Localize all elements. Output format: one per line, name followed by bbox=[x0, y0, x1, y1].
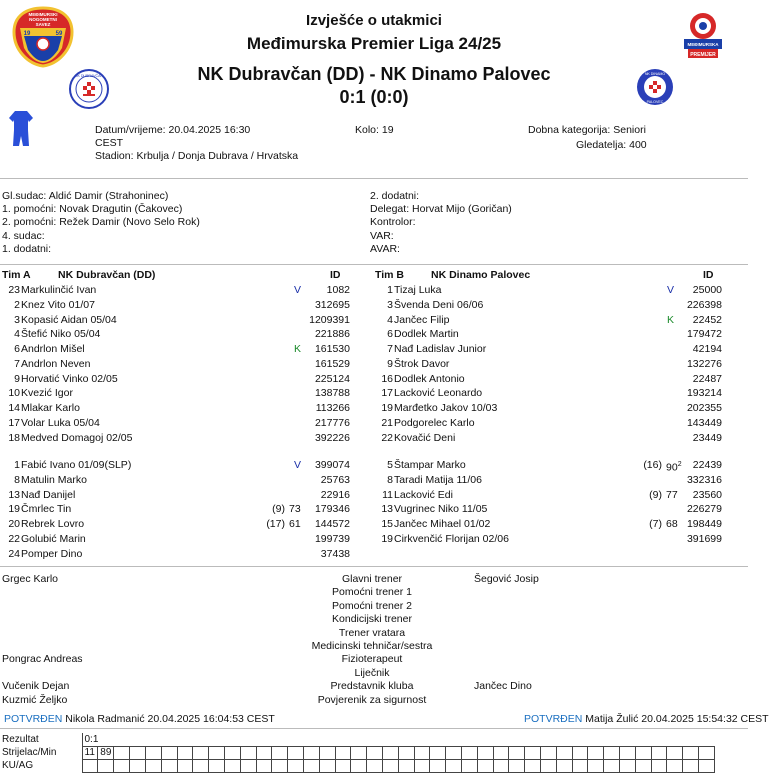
player-number: 3 bbox=[14, 313, 20, 326]
result-cell: 11 bbox=[82, 746, 98, 759]
result-cell bbox=[177, 746, 193, 759]
player-id: 161530 bbox=[314, 343, 350, 355]
team-b-name: NK Dinamo Palovec bbox=[431, 269, 531, 281]
player-number: 15 bbox=[381, 518, 393, 530]
result-cell bbox=[319, 746, 335, 759]
result-cell bbox=[130, 746, 146, 759]
result-cell bbox=[272, 759, 288, 772]
sub-minute: 73 bbox=[289, 503, 301, 516]
team-b-label: Tim B bbox=[375, 269, 404, 281]
player-number: 13 bbox=[8, 488, 20, 501]
age-category: Dobna kategorija: Seniori bbox=[528, 124, 646, 136]
staff-team-a: Pongrac Andreas bbox=[2, 653, 83, 666]
team-a-id-header: ID bbox=[330, 269, 341, 281]
staff-role: Medicinski tehničar/sestra bbox=[311, 640, 433, 652]
player-id: 217776 bbox=[314, 416, 350, 429]
player-id: 332316 bbox=[686, 473, 722, 486]
player-id: 144572 bbox=[314, 518, 350, 530]
goalkeeper-badge: V bbox=[667, 284, 675, 296]
result-cell bbox=[303, 759, 319, 772]
player-number: 7 bbox=[14, 357, 20, 370]
player-id: 226279 bbox=[686, 503, 722, 516]
official-left: 4. sudac: bbox=[2, 229, 45, 242]
result-cell bbox=[335, 759, 351, 772]
official-right: VAR: bbox=[370, 229, 394, 242]
result-cell bbox=[319, 759, 335, 772]
svg-text:59: 59 bbox=[55, 31, 63, 37]
result-cell bbox=[493, 746, 509, 759]
result-cell bbox=[430, 759, 446, 772]
player-id: 143449 bbox=[686, 416, 722, 429]
player-number: 17 bbox=[8, 416, 20, 429]
result-row-label: KU/AG bbox=[2, 760, 34, 771]
player-name: Andrlon Neven bbox=[21, 357, 91, 370]
player-number: 19 bbox=[381, 402, 393, 414]
staff-team-b: Šegović Josip bbox=[474, 573, 539, 585]
svg-text:MEĐIMURSKA: MEĐIMURSKA bbox=[687, 42, 719, 47]
result-cell bbox=[540, 746, 556, 759]
player-name: Čmrlec Tin bbox=[21, 503, 72, 516]
result-cell bbox=[240, 746, 256, 759]
result-cell bbox=[509, 746, 525, 759]
player-id: 202355 bbox=[686, 402, 722, 414]
captain-badge: K bbox=[667, 313, 675, 326]
result-cell bbox=[477, 759, 493, 772]
sub-for: (17) bbox=[266, 518, 285, 530]
spectators: Gledatelja: 400 bbox=[576, 139, 647, 151]
player-name: Volar Luka 05/04 bbox=[21, 416, 100, 429]
result-cell bbox=[398, 746, 414, 759]
match-timezone: CEST bbox=[95, 137, 124, 149]
result-cell bbox=[667, 746, 683, 759]
result-cell bbox=[493, 759, 509, 772]
result-cell bbox=[382, 759, 398, 772]
official-left: 1. dodatni: bbox=[2, 242, 52, 255]
goalkeeper-badge: V bbox=[294, 284, 302, 296]
player-name: Horvatić Vinko 02/05 bbox=[21, 372, 118, 385]
player-id: 25763 bbox=[320, 473, 350, 486]
player-number: 10 bbox=[8, 387, 20, 400]
player-name: Kvezić Igor bbox=[21, 387, 73, 400]
player-name: Švenda Deni 06/06 bbox=[394, 298, 484, 311]
result-cell bbox=[651, 759, 667, 772]
player-name: Dodlek Martin bbox=[394, 328, 459, 341]
player-number: 2 bbox=[14, 298, 20, 311]
match-stadium: Stadion: Krbulja / Donja Dubrava / Hrvatska bbox=[95, 150, 299, 162]
result-cell bbox=[146, 759, 162, 772]
player-name: Lacković Edi bbox=[394, 488, 453, 501]
result-cell bbox=[98, 759, 114, 772]
player-name: Andrlon Mišel bbox=[21, 343, 85, 355]
player-number: 17 bbox=[381, 387, 393, 400]
player-number: 19 bbox=[8, 503, 20, 516]
player-id: 221886 bbox=[314, 328, 350, 341]
result-cell bbox=[446, 759, 462, 772]
result-cell bbox=[525, 759, 541, 772]
player-number: 8 bbox=[387, 473, 393, 486]
confirm-left-text: Nikola Radmanić 20.04.2025 16:04:53 CEST bbox=[65, 713, 275, 725]
player-number: 3 bbox=[387, 298, 393, 311]
player-name: Nađ Danijel bbox=[21, 488, 76, 501]
result-cell bbox=[82, 759, 98, 772]
player-id: 199739 bbox=[314, 532, 350, 545]
sub-minute: 61 bbox=[289, 518, 301, 530]
result-row bbox=[0, 733, 714, 746]
result-cell bbox=[604, 759, 620, 772]
result-cell bbox=[698, 746, 714, 759]
player-name: Markulinčić Ivan bbox=[21, 284, 97, 296]
player-id: 42194 bbox=[692, 343, 722, 355]
player-name: Jančec Mihael 01/02 bbox=[394, 518, 491, 530]
result-cell bbox=[130, 759, 146, 772]
staff-role: Pomoćni trener 2 bbox=[332, 599, 412, 612]
player-name: Štrok Davor bbox=[394, 357, 450, 370]
result-cell bbox=[382, 746, 398, 759]
sub-minute: 68 bbox=[666, 518, 678, 530]
player-name: Tizaj Luka bbox=[394, 284, 442, 296]
result-cell bbox=[161, 746, 177, 759]
confirm-right-text: Matija Žulić 20.04.2025 15:54:32 CEST bbox=[585, 713, 769, 725]
player-id: 1209391 bbox=[309, 313, 350, 326]
player-id: 312695 bbox=[314, 298, 350, 311]
svg-text:SAVEZ: SAVEZ bbox=[35, 22, 51, 27]
match-round: Kolo: 19 bbox=[355, 124, 394, 136]
result-cell bbox=[240, 759, 256, 772]
player-number: 4 bbox=[387, 313, 393, 326]
player-id: 1082 bbox=[326, 284, 350, 296]
player-name: Vugrinec Niko 11/05 bbox=[394, 503, 488, 516]
player-number: 16 bbox=[381, 372, 393, 385]
result-cell bbox=[225, 759, 241, 772]
player-id: 113266 bbox=[315, 402, 350, 414]
match-score: 0:1 (0:0) bbox=[339, 87, 409, 107]
player-id: 22439 bbox=[692, 459, 722, 471]
sub-minute: $90^2$ bbox=[666, 461, 682, 474]
result-cell bbox=[193, 759, 209, 772]
confirm-right bbox=[524, 712, 769, 726]
player-name: Štampar Marko bbox=[394, 459, 466, 471]
staff-role: Fizioterapeut bbox=[341, 653, 403, 666]
result-cell bbox=[303, 746, 319, 759]
result-cell bbox=[209, 759, 225, 772]
official-right: 2. dodatni: bbox=[370, 190, 420, 202]
goalkeeper-badge: V bbox=[294, 459, 302, 471]
result-cell bbox=[367, 746, 383, 759]
player-name: Rebrek Lovro bbox=[21, 518, 85, 530]
result-cell bbox=[272, 746, 288, 759]
score-cell: 0:1 bbox=[82, 733, 714, 746]
player-name: Taradi Matija 11/06 bbox=[394, 473, 482, 486]
staff-role: Trener vratara bbox=[338, 626, 406, 639]
team-a-label: Tim A bbox=[2, 269, 31, 281]
player-name: Lacković Leonardo bbox=[394, 387, 483, 400]
player-name: Dodlek Antonio bbox=[394, 372, 465, 385]
result-cell bbox=[698, 759, 714, 772]
player-id: 22487 bbox=[692, 372, 722, 385]
result-cell bbox=[225, 746, 241, 759]
player-number: 14 bbox=[8, 402, 20, 414]
staff-role: Liječnik bbox=[354, 666, 390, 679]
player-number: 9 bbox=[387, 357, 393, 370]
result-row-label: Strijelac/Min bbox=[2, 747, 57, 758]
result-cell bbox=[177, 759, 193, 772]
player-id: 179472 bbox=[686, 328, 722, 341]
match-datetime: Datum/vrijeme: 20.04.2025 16:30 bbox=[95, 124, 251, 136]
staff-team-a: Kuzmić Željko bbox=[2, 693, 68, 706]
result-cell bbox=[256, 759, 272, 772]
player-name: Štefić Niko 05/04 bbox=[21, 328, 101, 341]
result-cell bbox=[509, 759, 525, 772]
result-cell bbox=[588, 746, 604, 759]
confirm-left bbox=[4, 712, 275, 726]
sub-minute: 77 bbox=[666, 488, 678, 501]
staff-role: Predstavnik kluba bbox=[330, 680, 414, 693]
result-cell bbox=[256, 746, 272, 759]
player-name: Medved Domagoj 02/05 bbox=[21, 431, 133, 444]
staff-team-a: Vučenik Dejan bbox=[2, 680, 70, 693]
player-name: Knez Vito 01/07 bbox=[21, 298, 95, 311]
sub-for: (16) bbox=[643, 459, 662, 471]
result-cell bbox=[288, 746, 304, 759]
player-name: Golubić Marin bbox=[21, 532, 86, 545]
result-cell bbox=[398, 759, 414, 772]
result-cell bbox=[635, 759, 651, 772]
player-number: 6 bbox=[387, 328, 393, 341]
player-id: 225124 bbox=[314, 372, 350, 385]
player-number: 24 bbox=[8, 547, 20, 560]
staff-team-b: Jančec Dino bbox=[474, 680, 532, 693]
result-cell bbox=[572, 759, 588, 772]
result-cell bbox=[114, 746, 130, 759]
result-row bbox=[0, 746, 714, 759]
result-table bbox=[0, 733, 715, 773]
player-id: 179346 bbox=[314, 503, 350, 516]
player-id: 23449 bbox=[692, 431, 722, 444]
player-number: 7 bbox=[387, 343, 393, 355]
player-name: Pomper Dino bbox=[21, 547, 83, 560]
result-cell bbox=[477, 746, 493, 759]
sub-for: (9) bbox=[272, 503, 285, 516]
svg-text:19: 19 bbox=[23, 31, 31, 37]
player-id: 132276 bbox=[686, 357, 722, 370]
result-cell bbox=[604, 746, 620, 759]
player-number: 1 bbox=[14, 459, 20, 471]
svg-text:PALOVEC: PALOVEC bbox=[646, 100, 664, 104]
result-row-label: Rezultat bbox=[2, 734, 39, 745]
staff-role: Povjerenik za sigurnost bbox=[317, 693, 427, 706]
match-title: NK Dubravčan (DD) - NK Dinamo Palovec bbox=[197, 64, 551, 84]
confirm-right-status: POTVRĐEN bbox=[524, 713, 583, 725]
staff-team-a: Grgec Karlo bbox=[2, 573, 59, 585]
svg-text:NK DINAMO: NK DINAMO bbox=[644, 72, 666, 76]
player-id: 161529 bbox=[314, 357, 350, 370]
team-a-name: NK Dubravčan (DD) bbox=[58, 269, 156, 281]
svg-text:NK DUBRAVČAN: NK DUBRAVČAN bbox=[74, 74, 104, 78]
league-name: Međimurska Premier Liga 24/25 bbox=[246, 34, 502, 53]
player-number: 23 bbox=[8, 284, 20, 296]
official-right: Kontrolor: bbox=[370, 216, 416, 229]
player-name: Cirkvenčić Florijan 02/06 bbox=[394, 532, 509, 545]
result-cell bbox=[335, 746, 351, 759]
player-id: 22916 bbox=[320, 488, 350, 501]
report-title: Izvješće o utakmici bbox=[306, 12, 442, 29]
player-number: 1 bbox=[387, 284, 393, 296]
player-number: 21 bbox=[381, 416, 393, 429]
result-cell bbox=[540, 759, 556, 772]
result-row bbox=[0, 759, 714, 772]
staff-role: Pomoćni trener 1 bbox=[332, 586, 412, 599]
player-name: Marđetko Jakov 10/03 bbox=[394, 402, 498, 414]
player-id: 22452 bbox=[692, 313, 722, 326]
player-number: 18 bbox=[8, 431, 20, 444]
result-cell bbox=[446, 746, 462, 759]
result-cell bbox=[635, 746, 651, 759]
result-cell bbox=[667, 759, 683, 772]
result-cell bbox=[461, 746, 477, 759]
player-number: 11 bbox=[382, 488, 393, 501]
player-number: 20 bbox=[8, 518, 20, 530]
result-cell bbox=[683, 746, 699, 759]
player-number: 6 bbox=[14, 343, 20, 355]
official-right: AVAR: bbox=[370, 242, 400, 255]
result-cell bbox=[651, 746, 667, 759]
result-cell bbox=[430, 746, 446, 759]
player-id: 25000 bbox=[692, 284, 722, 296]
player-id: 37438 bbox=[320, 547, 350, 560]
player-id: 198449 bbox=[686, 518, 722, 530]
kit-icon bbox=[8, 110, 34, 150]
result-cell bbox=[461, 759, 477, 772]
player-name: Nađ Ladislav Junior bbox=[394, 343, 487, 355]
result-cell bbox=[161, 759, 177, 772]
player-number: 13 bbox=[381, 503, 393, 516]
player-number: 5 bbox=[387, 459, 393, 471]
player-id: 226398 bbox=[686, 298, 722, 311]
team-b-id-header: ID bbox=[703, 269, 714, 281]
result-cell bbox=[556, 759, 572, 772]
player-id: 392226 bbox=[314, 431, 350, 444]
sub-for: (7) bbox=[649, 518, 662, 530]
result-cell bbox=[619, 759, 635, 772]
staff-role: Kondicijski trener bbox=[332, 613, 412, 626]
official-left: Gl.sudac: Aldić Damir (Strahoninec) bbox=[2, 190, 169, 202]
result-cell bbox=[414, 759, 430, 772]
player-number: 19 bbox=[381, 532, 393, 545]
player-number: 4 bbox=[14, 328, 20, 341]
federation-logo-text: MEĐIMURSKI bbox=[28, 12, 58, 17]
result-cell bbox=[288, 759, 304, 772]
player-name: Jančec Filip bbox=[394, 313, 450, 326]
result-cell: 89 bbox=[98, 746, 114, 759]
official-left: 1. pomoćni: Novak Dragutin (Čakovec) bbox=[2, 203, 183, 216]
player-number: 8 bbox=[14, 473, 20, 486]
player-id: 193214 bbox=[686, 387, 722, 400]
player-number: 9 bbox=[14, 372, 20, 385]
player-name: Kopasić Aidan 05/04 bbox=[21, 313, 117, 326]
result-cell bbox=[525, 746, 541, 759]
added-time: 2 bbox=[677, 461, 682, 468]
result-cell bbox=[683, 759, 699, 772]
result-cell bbox=[114, 759, 130, 772]
player-name: Matulin Marko bbox=[21, 473, 87, 486]
player-number: 22 bbox=[8, 532, 20, 545]
result-cell bbox=[619, 746, 635, 759]
result-cell bbox=[146, 746, 162, 759]
result-cell bbox=[556, 746, 572, 759]
svg-text:NOGOMETNI: NOGOMETNI bbox=[29, 17, 57, 22]
result-cell bbox=[414, 746, 430, 759]
player-number: 22 bbox=[381, 431, 393, 444]
player-id: 399074 bbox=[314, 459, 350, 471]
player-name: Podgorelec Karlo bbox=[394, 416, 475, 429]
result-cell bbox=[193, 746, 209, 759]
player-name: Mlakar Karlo bbox=[21, 402, 80, 414]
staff-role: Glavni trener bbox=[341, 573, 403, 585]
official-right: Delegat: Horvat Mijo (Goričan) bbox=[370, 203, 512, 216]
captain-badge: K bbox=[294, 343, 302, 355]
player-id: 138788 bbox=[314, 387, 350, 400]
player-id: 391699 bbox=[686, 532, 722, 545]
result-cell bbox=[209, 746, 225, 759]
player-name: Fabić Ivano 01/09(SLP) bbox=[21, 459, 132, 471]
player-id: 23560 bbox=[692, 488, 722, 501]
result-cell bbox=[588, 759, 604, 772]
result-cell bbox=[351, 759, 367, 772]
svg-text:PREMIJER: PREMIJER bbox=[690, 52, 716, 58]
player-name: Kovačić Deni bbox=[394, 431, 456, 444]
result-cell bbox=[351, 746, 367, 759]
result-cell bbox=[572, 746, 588, 759]
result-cell bbox=[367, 759, 383, 772]
sub-for: (9) bbox=[649, 488, 662, 501]
official-left: 2. pomoćni: Režek Damir (Novo Selo Rok) bbox=[2, 216, 200, 229]
confirm-left-status: POTVRĐEN bbox=[4, 713, 63, 725]
